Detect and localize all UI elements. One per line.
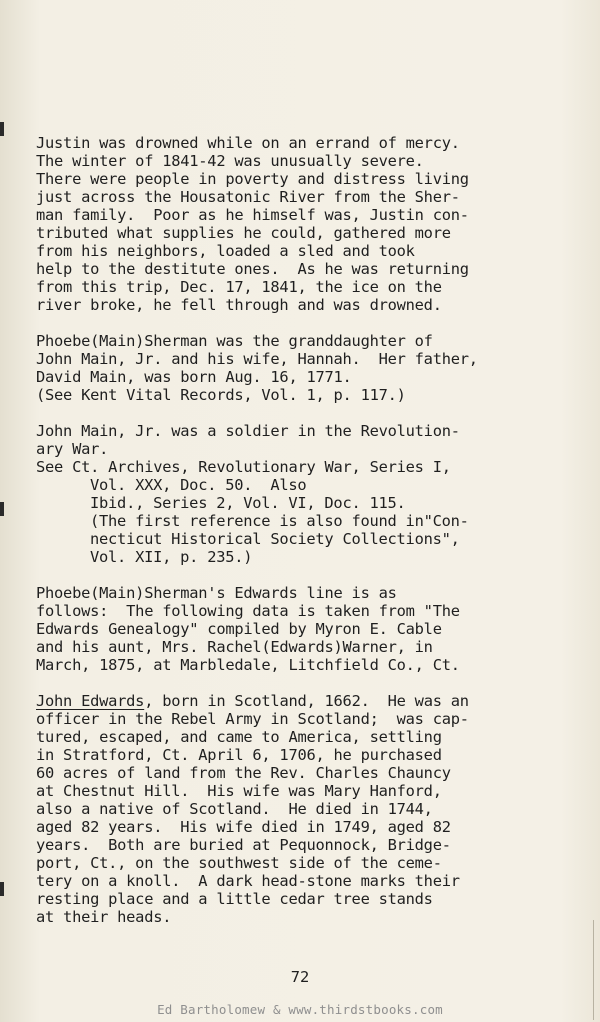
page-number: 72 [290,968,310,986]
text-line: just across the Housatonic River from the Sher- [36,188,460,206]
text-line: officer in the Rebel Army in Scotland; was cap- [36,710,469,728]
text-line: David Main, was born Aug. 16, 1771. [36,368,352,386]
text-line: from his neighbors, loaded a sled and took [36,242,415,260]
text-line: Phoebe(Main)Sherman's Edwards line is as [36,584,397,602]
text-line: at their heads. [36,908,172,926]
underlined-name: John Edwards [36,692,145,710]
text-line-rest: , born in Scotland, 1662. He was an [144,692,469,710]
text-line: from this trip, Dec. 17, 1841, the ice on the [36,278,442,296]
citation-line: Ibid., Series 2, Vol. VI, Doc. 115. [90,494,406,512]
binder-hole-mark [0,122,4,136]
text-line: March, 1875, at Marbledale, Litchfield Co., Ct. [36,656,460,674]
text-line: river broke, he fell through and was drowned. [36,296,442,314]
text-line: tured, escaped, and came to America, settling [36,728,442,746]
text-line: and his aunt, Mrs. Rachel(Edwards)Warner, in [36,638,433,656]
paragraph-gap [36,314,581,332]
text-line: at Chestnut Hill. His wife was Mary Hanford, [36,782,442,800]
text-line: See Ct. Archives, Revolutionary War, Series I, [36,458,451,476]
text-line: in Stratford, Ct. April 6, 1706, he purchased [36,746,442,764]
text-line: There were people in poverty and distress living [36,170,469,188]
text-line: (See Kent Vital Records, Vol. 1, p. 117.) [36,386,406,404]
text-line: resting place and a little cedar tree stands [36,890,433,908]
text-line: ary War. [36,440,109,458]
citation-line: Vol. XII, p. 235.) [90,548,253,566]
text-line: Justin was drowned while on an errand of mercy. [36,134,460,152]
text-line: tery on a knoll. A dark head-stone marks their [36,872,460,890]
citation-line: Vol. XXX, Doc. 50. Also [90,476,307,494]
paragraph-gap [36,674,581,692]
binder-hole-mark [0,502,4,516]
typed-text-body [36,134,581,926]
paragraph-gap [36,566,581,584]
citation-line: necticut Historical Society Collections", [90,530,460,548]
text-line: years. Both are buried at Pequonnock, Bridge- [36,836,451,854]
text-line: Edwards Genealogy" compiled by Myron E. Cable [36,620,442,638]
text-line: man family. Poor as he himself was, Justin con- [36,206,469,224]
watermark: Ed Bartholomew & www.thirdstbooks.com [157,1002,443,1017]
text-line: follows: The following data is taken from "The [36,602,460,620]
text-line: Phoebe(Main)Sherman was the granddaughter of [36,332,433,350]
text-line: aged 82 years. His wife died in 1749, aged 82 [36,818,451,836]
text-line: John Main, Jr. was a soldier in the Revolution- [36,422,460,440]
text-line: The winter of 1841-42 was unusually severe. [36,152,424,170]
text-line: 60 acres of land from the Rev. Charles Chauncy [36,764,451,782]
citation-line: (The first reference is also found in"Con- [90,512,469,530]
text-line: tributed what supplies he could, gathered more [36,224,451,242]
text-line: help to the destitute ones. As he was returning [36,260,469,278]
text-line: port, Ct., on the southwest side of the ceme- [36,854,442,872]
paragraph-gap [36,404,581,422]
text-line [36,692,581,710]
binder-hole-mark [0,882,4,896]
text-line: John Main, Jr. and his wife, Hannah. Her father, [36,350,478,368]
text-line: also a native of Scotland. He died in 1744, [36,800,433,818]
